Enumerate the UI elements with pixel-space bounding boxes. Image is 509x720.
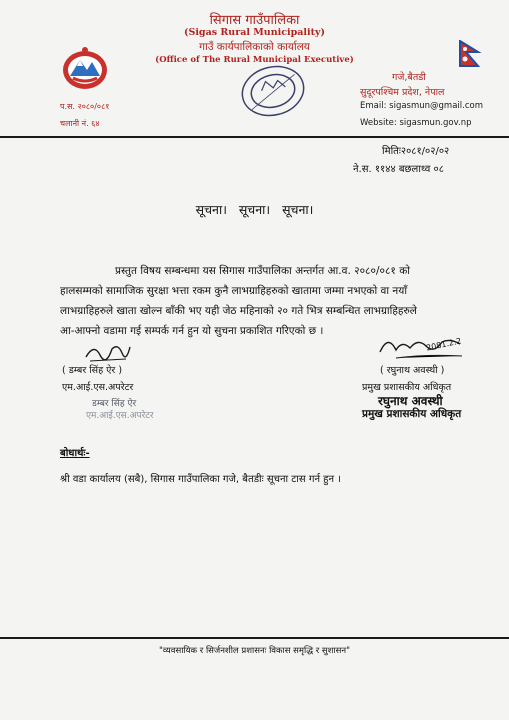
- office-subtitle-english: (Office of The Rural Municipal Executive): [155, 55, 354, 65]
- left-signature: [84, 339, 132, 365]
- body-line-3: लाभग्राहिहरुले खाता खोल्न बाँकी भए यही जेठ महिनाको २० गते भित्र सम्बन्धित लाभग्राहिहरुले: [60, 305, 417, 317]
- right-signature-date: 2081.2.2: [425, 336, 463, 353]
- right-stamp-title: प्रमुख प्रशासकीय अधिकृत: [362, 408, 462, 420]
- header-divider: [0, 136, 509, 138]
- right-signatory-title: प्रमुख प्रशासकीय अधिकृत: [362, 382, 452, 393]
- body-line-4: आ-आफ्नो वडामा गई सम्पर्क गर्न हुन यो सुचना प्रकाशित गरिएको छ ।: [60, 325, 324, 337]
- left-stamp-title: एम.आई.एस.अपरेटर: [86, 411, 154, 421]
- body-line-2: हालसम्मको सामाजिक सुरक्षा भत्ता रकम कुनै लाभग्राहिहरुको खातामा जम्मा नभएको वा नयाँ: [60, 285, 408, 297]
- office-subtitle-nepali: गाउँ कार्यपालिकाको कार्यालय: [199, 41, 310, 53]
- left-signatory-title: एम.आई.एस.अपरेटर: [62, 382, 134, 393]
- left-stamp-name: डम्बर सिंह ऐर: [92, 399, 137, 409]
- date-ns: ने.स. ११४४ बछलाथ्व ०८: [353, 164, 444, 175]
- cc-heading: बोधार्थः-: [60, 448, 90, 459]
- footer-divider: [0, 637, 509, 639]
- dispatch-number: चलानी नं. ६४: [60, 119, 100, 128]
- footer-motto: "व्यवसायिक र सिर्जनशील प्रशासनः विकास समृद्धि र सुशासन": [159, 646, 350, 656]
- office-email: Email: sigasmun@gmail.com: [360, 101, 483, 111]
- cc-line: श्री वडा कार्यालय (सबै), सिगास गाउँपालिका गजे, बैतडीः सूचना टास गर्न हुन ।: [60, 474, 342, 485]
- office-place: गजे,बैतडी: [392, 72, 426, 83]
- office-province: सुदूरपश्चिम प्रदेश, नेपाल: [360, 87, 445, 98]
- office-name-nepali: सिगास गाउँपालिका: [209, 13, 300, 28]
- notice-heading: सूचना। सूचना। सूचना।: [195, 202, 314, 217]
- right-signature: [376, 332, 466, 364]
- right-signatory-name: ( रघुनाथ अवस्थी ): [380, 365, 445, 376]
- office-name-english: (Sigas Rural Municipality): [183, 27, 326, 38]
- left-signatory-name: ( डम्बर सिंह ऐर ): [62, 365, 123, 376]
- body-line-1: प्रस्तुत विषय सम्बन्धमा यस सिगास गाउँपालिका अन्तर्गत आ.व. २०८०/०८१ को: [115, 265, 411, 277]
- office-stamp: [238, 62, 308, 120]
- right-stamp-name: रघुनाथ अवस्थी: [378, 394, 443, 408]
- fiscal-year: प.स. २०८०/०८१: [60, 102, 110, 111]
- office-website: Website: sigasmun.gov.np: [360, 118, 472, 128]
- date-bs: मितिः२०८१/०२/०२: [382, 146, 450, 157]
